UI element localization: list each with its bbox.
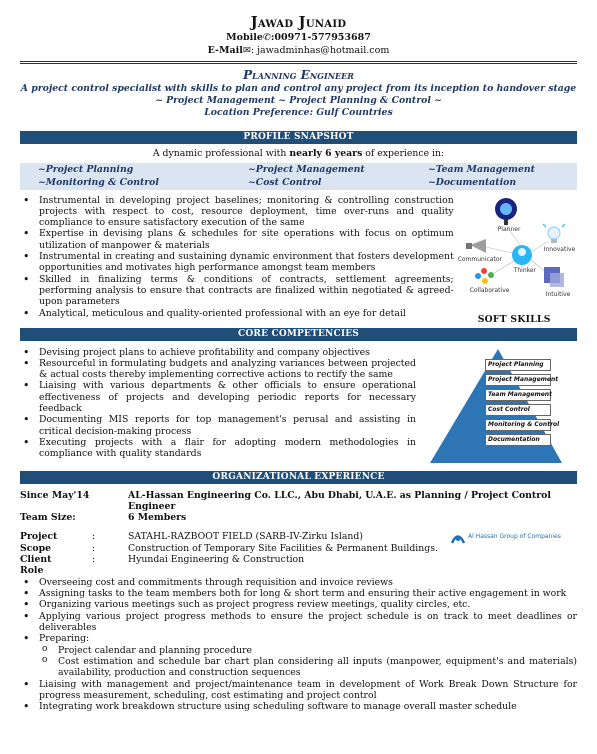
list-item: • Instrumental in developing project baselines; monitoring & controlling construction projects with respect to cost, resource deployment, time over-runs and quality compliance to ensure satisfactory execution of the same <box>20 195 454 229</box>
company-logo <box>449 527 575 549</box>
role-label: Role <box>20 565 44 577</box>
skill-item: ~Project Management <box>248 163 365 175</box>
soft-skills-graphic <box>457 195 577 325</box>
email-value[interactable]: : jawadminhas@hotmail.com <box>250 44 390 56</box>
profile-bullets <box>20 195 454 325</box>
detail-key: Project <box>20 531 58 543</box>
phone-icon: ✆ <box>262 31 271 43</box>
mobile-value: :00971-577953687 <box>270 31 371 43</box>
detail-key: Client <box>20 554 52 566</box>
header-divider <box>20 61 577 64</box>
skill-item: ~Team Management <box>428 163 535 175</box>
detail-value: Construction of Temporary Site Facilities & Permanent Buildings. <box>128 542 438 554</box>
intro-post: of experience in: <box>362 148 445 160</box>
list-item: • Liaising with management and project/maintenance team in development of Work Break Down Structure for progress measurement, scheduling, cost estimating and project control <box>20 679 577 702</box>
role-bullets <box>20 577 577 713</box>
sub-list-item: o Project calendar and planning procedure <box>39 645 577 656</box>
intro-pre: A dynamic professional with <box>152 148 290 160</box>
list-item: • Devising project plans to achieve profitability and company objectives <box>20 347 416 358</box>
preparing-label: Preparing: <box>39 633 90 645</box>
sub-list-item: o Cost estimation and schedule bar chart plan considering all inputs (manpower, equipment's and materials) availability, production and construction sequences <box>39 656 577 679</box>
contact-email <box>20 45 577 58</box>
list-item: • Liaising with various departments & other officials to ensure operational effectiveness of projects and developing periodic reports for necessary feedback <box>20 380 416 414</box>
innovative-icon <box>543 224 565 243</box>
soft-skill-label: Thinker <box>513 266 537 274</box>
detail-key: Scope <box>20 542 51 554</box>
detail-value: Hyundai Engineering & Construction <box>128 554 305 566</box>
skills-band <box>20 163 577 190</box>
skill-item: ~Project Planning <box>38 163 134 175</box>
soft-skills-title: SOFT SKILLS <box>477 313 551 325</box>
profile-intro <box>20 148 577 159</box>
company-logo-text: Al Hassan Group of Companies <box>468 533 561 540</box>
experience-section-header: ORGANIZATIONAL EXPERIENCE <box>20 471 577 484</box>
skill-item: ~Cost Control <box>248 176 322 188</box>
detail-value: SATAHL-RAZBOOT FIELD (SARB-IV-Zirku Island) <box>128 531 363 543</box>
list-item: • Documenting MIS reports for top management's perusal and assisting in critical decision-making process <box>20 414 416 437</box>
pyramid-level: Project Management <box>485 374 551 386</box>
pyramid-level: Monitoring & Control <box>485 419 551 431</box>
profile-section-header: PROFILE SNAPSHOT <box>20 131 577 144</box>
list-item: • Applying various project progress methods to ensure the project schedule is on track to meet deadlines or deliverables <box>20 611 577 634</box>
pyramid-level: Cost Control <box>485 404 551 416</box>
focus-line: ~ Project Management ~ Project Planning & Control ~ <box>155 95 442 107</box>
soft-skill-label: Intuitive <box>545 290 571 298</box>
competency-bullets <box>20 347 416 465</box>
email-label: E-Mail <box>207 44 243 56</box>
company-logo-mark <box>449 528 467 546</box>
pyramid-level: Documentation <box>485 434 551 446</box>
skill-item: ~Monitoring & Control <box>38 176 159 188</box>
pyramid-level: Project Planning <box>485 359 551 371</box>
competencies-body <box>20 347 577 465</box>
list-item: • Skilled in finalizing terms & conditions of contracts, settlement agreements; performing analysis to ensure that contracts are finalized within negotiated & agreed-upon parameters <box>20 274 454 308</box>
intro-years: nearly 6 years <box>289 148 363 160</box>
list-item <box>20 633 577 678</box>
mobile-label: Mobile <box>226 31 263 43</box>
employer-line: AL-Hassan Engineering Co. LLC., Abu Dhabi, U.A.E. as Planning / Project Control Engineer <box>128 489 551 512</box>
contact-mobile <box>20 32 577 45</box>
intuitive-icon <box>544 267 564 287</box>
competencies-section-header: CORE COMPETENCIES <box>20 328 577 341</box>
pyramid-level: Team Management <box>485 389 551 401</box>
detail-sep: : <box>92 542 96 554</box>
list-item: • Integrating work breakdown structure using scheduling software to manage overall master schedule <box>20 701 577 712</box>
list-item: • Executing projects with a flair for adopting modern methodologies in compliance with quality standards <box>20 437 416 460</box>
soft-skill-label: Innovative <box>543 245 576 253</box>
communicator-icon <box>466 239 486 253</box>
soft-skill-label: Planner <box>497 225 521 233</box>
thinker-icon <box>512 245 532 265</box>
list-item: • Analytical, meticulous and quality-oriented professional with an eye for detail <box>20 308 454 319</box>
soft-skill-label: Communicator <box>457 255 502 263</box>
preparing-sub-list <box>39 645 577 679</box>
detail-sep: : <box>92 554 96 566</box>
location-line: Location Preference: Gulf Countries <box>204 107 393 119</box>
profile-body <box>20 195 577 325</box>
envelope-icon: ✉ <box>242 44 251 56</box>
summary-line: A project control specialist with skills to plan and control any project from its inception to handover stage <box>20 82 577 94</box>
detail-sep: : <box>92 531 96 543</box>
team-size-label: Team Size: <box>20 512 76 524</box>
list-item: • Instrumental in creating and sustaining dynamic environment that fosters development opportunities and motivates high performance amongst team members <box>20 251 454 274</box>
list-item: • Overseeing cost and commitments through requisition and invoice reviews <box>20 577 577 588</box>
soft-skill-label: Collaborative <box>469 286 510 294</box>
list-item: • Expertise in devising plans & schedules for site operations with focus on optimum utilization of manpower & materials <box>20 228 454 251</box>
role-title: Planning Engineer <box>243 68 354 83</box>
list-item: • Resourceful in formulating budgets and analyzing variances between projected & actual costs thereby implementing corrective actions to rectify the same <box>20 358 416 381</box>
list-item: • Organizing various meetings such as project progress review meetings, quality circles, etc. <box>20 599 577 610</box>
since-label: Since May'14 <box>20 489 90 501</box>
competency-pyramid <box>430 347 562 465</box>
list-item: • Assigning tasks to the team members both for long & short term and ensuring their active engagement in work <box>20 588 577 599</box>
skill-item: ~Documentation <box>428 176 517 188</box>
candidate-name: Jawad Junaid <box>250 14 347 31</box>
employment-header <box>20 490 577 524</box>
collaborative-icon <box>475 268 494 284</box>
planner-icon <box>495 198 517 225</box>
team-size-value: 6 Members <box>128 512 187 524</box>
